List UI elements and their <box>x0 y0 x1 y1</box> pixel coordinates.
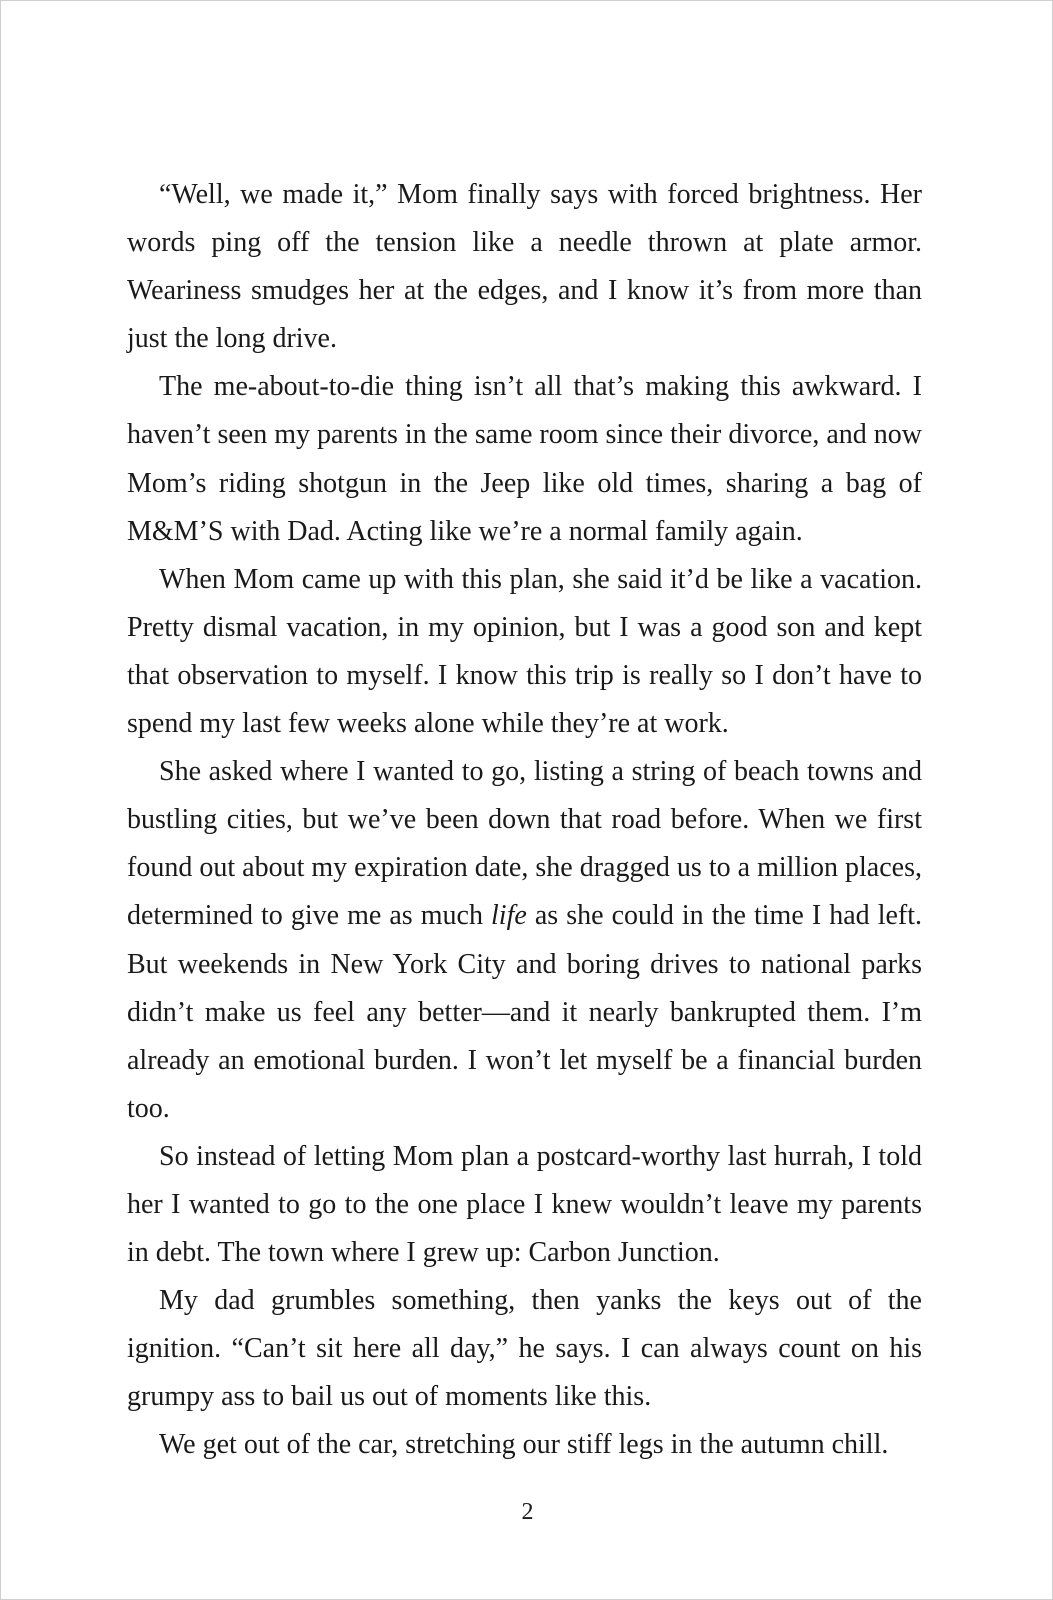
paragraph-2: The me-about-to-die thing isn’t all that’s making this awkward. I haven’t seen my parents in the same room since their divorce, and now Mom’s riding shotgun in the Jeep like old times, sharing a bag of M&M’S with Dad. Acting like we’re a normal family again. <box>127 371 922 547</box>
paragraph-1: “Well, we made it,” Mom finally says with forced brightness. Her words ping off the tension like a needle thrown at plate armor. Weariness smudges her at the edges, and I know it’s from more than just the long drive. <box>127 179 922 355</box>
emphasis-life: life <box>491 900 527 932</box>
paragraph-6: My dad grumbles something, then yanks the keys out of the ignition. “Can’t sit here all day,” he says. I can always count on his grumpy ass to bail us out of moments like this. <box>127 1285 922 1413</box>
paragraph-5: So instead of letting Mom plan a postcard-worthy last hurrah, I told her I wanted to go to the one place I knew wouldn’t leave my parents in debt. The town where I grew up: Carbon Junction. <box>127 1140 922 1269</box>
page-number: 2 <box>521 1499 534 1525</box>
paragraph-7: We get out of the car, stretching our stiff legs in the autumn chill. <box>159 1429 889 1461</box>
paragraph-4: She asked where I wanted to go, listing a string of beach towns and bustling cities, but we’ve been down that road before. When we first found out about my expiration date, she dragged us to a million places, determined to give me as much life as she could in the time I had left. But weekends in New York City and boring drives to national parks didn’t make us feel any better—and it nearly bankrupted them. I’m already an emotional burden. I won’t let myself be a financial burden too. <box>127 756 923 1124</box>
paragraph-3: When Mom came up with this plan, she said it’d be like a vacation. Pretty dismal vacation, in my opinion, but I was a good son and kept that observation to myself. I know this trip is really so I don’t have to spend my last few weeks alone while they’re at work. <box>127 563 922 740</box>
body-text <box>127 171 922 1470</box>
